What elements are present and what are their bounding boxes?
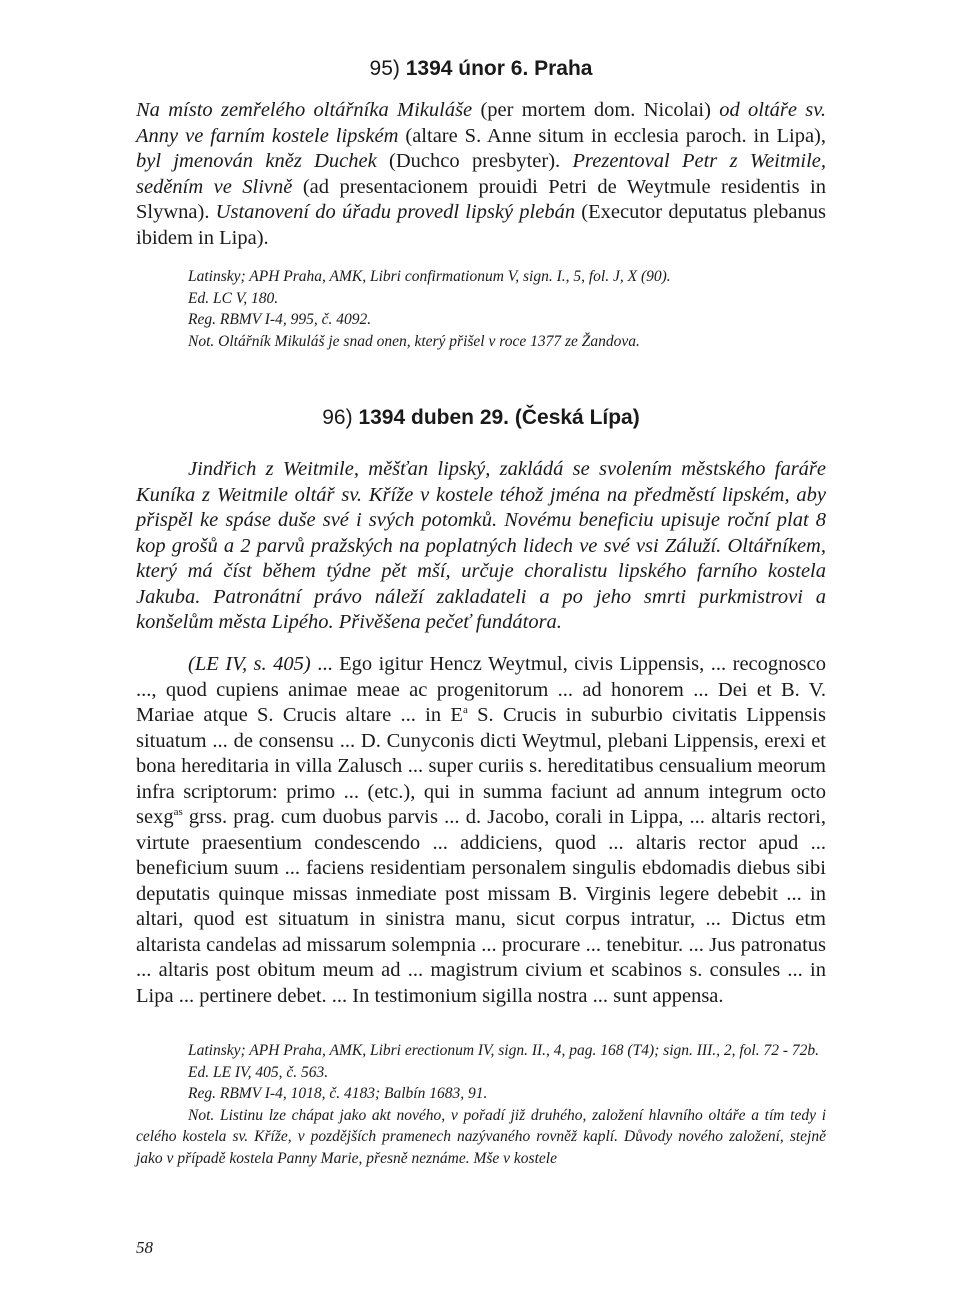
page-number: 58 <box>136 1238 153 1257</box>
entry-96-notes <box>136 1040 826 1169</box>
entry-96-czech-summary <box>136 457 826 636</box>
entry-95-s5-latin: (Executor deputatus plebanus ibidem in Lipa). <box>136 201 826 249</box>
entry-96-latin-ref: (LE IV, s. 405) <box>188 653 311 675</box>
entry-96-note-ed: Ed. LE IV, 405, č. 563. <box>188 1063 329 1081</box>
entry-95-body <box>136 98 826 251</box>
entry-95-s1-czech: Na místo zemřelého oltářníka Mikuláše <box>136 99 473 121</box>
entry-95-date-place: 1394 únor 6. Praha <box>405 57 593 80</box>
entry-96-note-reg: Reg. RBMV I-4, 1018, č. 4183; Balbín 1683, 91. <box>188 1085 488 1102</box>
entry-95-s2-latin: (altare S. Anne situm in ecclesia paroch. in Lipa), <box>398 124 826 147</box>
entry-95-s4-czech: Prezentoval Petr z Weitmile, seděním ve Slivně <box>136 150 826 198</box>
entry-96-latin-sup2: as <box>173 806 183 819</box>
entry-96-latin-part2: S. Crucis in suburbio civitatis Lippensis situatum ... de consensu ... D. Cunyconis dicti Weytmul, plebani Lippensis, erexi et bona hereditaria in villa Zalusch ... super curiis s. hereditatibus censualium meorum infra scriptorum: primo ... (etc.), qui in summa faciunt ad annum integrum octo sexg <box>136 704 826 828</box>
entry-96-latin-part3: grss. prag. cum duobus parvis ... d. Jacobo, corali in Lippa, ... altaris rectori, virtute praesentium condescendo ... addiciens, quod ... altaris rector apud ... beneficium suum ... faciens residentiam personalem singulis ebdomadis diebus sibi deputatis quinque missas inmediate post missam B. Virginis legere debebit ... in altari, quod est situatum in sinistra manu, sicut corpus intratur, ... Dictus etm altarista candelas ad missarum solempnia ... procurare ... tenebitur. ... Jus patronatus ... altaris post obitum meum ad ... magistrum civium et scabinos s. consules ... in Lipa ... pertinere debet. ... In testimonium sigilla nostra ... sunt appensa. <box>136 806 826 1007</box>
entry-95-heading <box>136 57 826 81</box>
entry-96-latin-excerpt <box>136 652 826 1009</box>
entry-95-s2-czech: od oltáře sv. Anny ve farním kostele lipském <box>136 99 826 147</box>
entry-95-note-ed: Ed. LC V, 180. <box>188 289 279 307</box>
entry-95-note-reg: Reg. RBMV I-4, 995, č. 4092. <box>188 311 372 328</box>
entry-96-date-place: 1394 duben 29. (Česká Lípa) <box>358 406 640 429</box>
entry-95-s3-czech: byl jmenován kněz Duchek <box>136 150 377 172</box>
entry-96-latin-part1: ... Ego igitur Hencz Weytmul, civis Lippensis, ... recognosco ..., quod cupiens animae meae ac progenitorum ... ad honorem ... Dei et B. V. Mariae atque S. Crucis altare ... in E <box>136 653 826 726</box>
entry-95-note-not: Not. Oltářník Mikuláš je snad onen, který přišel v roce 1377 ze Žandova. <box>188 332 640 350</box>
entry-96-note-not: Not. Listinu lze chápat jako akt nového, v pořadí již druhého, založení hlavního oltáře a tím tedy i celého kostela sv. Kříže, v pozdějších pramenech nazývaného rovněž kaplí. Důvody nového založení, stejně jako v případě kostela Panny Marie, přesně neznáme. Mše v kostele <box>136 1106 826 1167</box>
entry-95-s5-czech: Ustanovení do úřadu provedl lipský plebán <box>215 201 576 223</box>
entry-95-notes <box>136 266 826 352</box>
entry-96-latin-sup1: a <box>462 704 468 717</box>
entry-96-number: 96) <box>322 406 353 429</box>
entry-95-note-source: Latinsky; APH Praha, AMK, Libri confirmationum V, sign. I., 5, fol. J, X (90). <box>188 268 671 285</box>
entry-96-note-source: Latinsky; APH Praha, AMK, Libri erectionum IV, sign. II., 4, pag. 168 (T4); sign. III., 2, fol. 72 - 72b. <box>188 1042 820 1059</box>
entry-96-czech-summary-text: Jindřich z Weitmile, měšťan lipský, zakládá se svolením městského faráře Kuníka z Weitmile oltář sv. Kříže v kostele téhož jména na předměstí lipském, aby přispěl ke spáse duše své i svých potomků. Novému beneficiu upisuje roční plat 8 kop grošů a 2 parvů pražských na poplatných lidech ve své vsi Záluží. Oltářníkem, který má číst během týdne pět mší, určuje choralistu lipského farního kostela Jakuba. Patronátní právo náleží zakladateli a po jeho smrti purkmistrovi a konšelům města Lipého. Přivěšena pečeť fundátora. <box>136 458 826 633</box>
entry-96-heading <box>136 406 826 430</box>
entry-95-s1-latin: (per mortem dom. Nicolai) <box>472 99 720 121</box>
entry-95-s3-latin: (Duchco presbyter). <box>376 150 573 172</box>
entry-95-number: 95) <box>369 57 400 80</box>
entry-95-s4-latin: (ad presentacionem prouidi Petri de Weytmule residentis in Slywna). <box>136 175 826 223</box>
